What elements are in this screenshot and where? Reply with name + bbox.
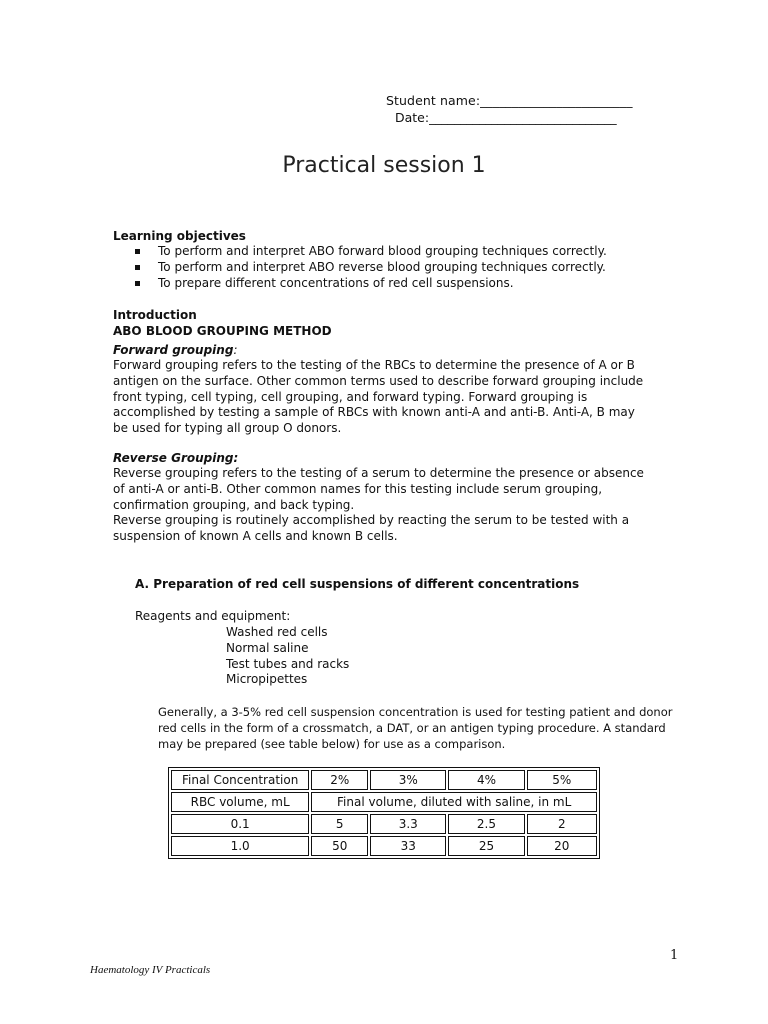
learning-objectives-heading: Learning objectives: [113, 229, 246, 243]
general-paragraph: Generally, a 3-5% red cell suspension concentration is used for testing patient and donor red cells in the form of a crossmatch, a DAT, or an antigen typing procedure. A standard may be prepared (see table below) for use as a comparison.: [158, 705, 673, 751]
table-cell: 25: [448, 836, 524, 856]
table-cell: Final volume, diluted with saline, in mL: [311, 792, 597, 812]
table-cell: 2: [527, 814, 597, 834]
forward-grouping-text: Forward grouping refers to the testing of the RBCs to determine the presence of A or B antigen on the surface. Other common terms used to describe forward grouping include front typing, cell typing, cell grouping, and forward typing. Forward grouping is accomplished by testing a sample of RBCs with known anti-A and anti-B. Anti-A, B may be used for typing all group O donors.: [113, 358, 644, 436]
table-cell: Final Concentration: [171, 770, 309, 790]
table-cell: 2%: [311, 770, 368, 790]
reagent-item: Micropipettes: [226, 672, 308, 687]
student-name-line: Student name:________________________: [386, 93, 633, 108]
square-bullet-icon: [135, 265, 140, 270]
reagents-list: [226, 625, 349, 688]
table-cell: 3.3: [370, 814, 446, 834]
forward-grouping-heading: Forward grouping: [113, 343, 234, 357]
reverse-grouping-text: Reverse grouping refers to the testing of a serum to determine the presence or absence of anti-A or anti-B. Other common names for this testing include serum grouping, confirmation grouping, and back typing.: [113, 466, 644, 512]
footer-course-title: Haematology IV Practicals: [90, 964, 211, 976]
reagents-label: Reagents and equipment:: [135, 609, 291, 623]
objectives-list: [113, 244, 607, 291]
table-cell: 0.1: [171, 814, 309, 834]
table-row: [171, 814, 597, 834]
table-cell: 50: [311, 836, 368, 856]
page-title: Practical session 1: [282, 153, 486, 178]
section-a-heading: A. Preparation of red cell suspensions of different concentrations: [135, 577, 580, 591]
reverse-grouping-section: [113, 450, 653, 545]
square-bullet-icon: [135, 249, 140, 254]
objective-item: To perform and interpret ABO reverse blood grouping techniques correctly.: [113, 260, 607, 276]
table-subheader-row: [171, 792, 597, 812]
table-cell: 5%: [527, 770, 597, 790]
table-header-row: [171, 770, 597, 790]
table-cell: RBC volume, mL: [171, 792, 309, 812]
table-cell: 20: [527, 836, 597, 856]
objective-item: To perform and interpret ABO forward blood grouping techniques correctly.: [113, 244, 607, 260]
forward-grouping-heading-line: Forward grouping:: [113, 343, 238, 357]
date-line: Date:______________________________: [395, 110, 617, 125]
reverse-grouping-text-2: Reverse grouping is routinely accomplished by reacting the serum to be tested with a suspension of known A cells and known B cells.: [113, 513, 630, 544]
reagent-item: Washed red cells: [226, 625, 328, 639]
table-cell: 3%: [370, 770, 446, 790]
table-cell: 2.5: [448, 814, 524, 834]
method-heading: ABO BLOOD GROUPING METHOD: [113, 324, 332, 338]
reagent-item: Test tubes and racks: [226, 656, 350, 671]
page-number: 1: [670, 948, 679, 963]
table-cell: 1.0: [171, 836, 309, 856]
table-cell: 5: [311, 814, 368, 834]
reagent-item: Normal saline: [226, 640, 309, 655]
table-cell: 4%: [448, 770, 524, 790]
square-bullet-icon: [135, 281, 140, 286]
concentration-table: [168, 767, 600, 859]
introduction-heading: Introduction: [113, 308, 197, 322]
table-row: [171, 836, 597, 856]
reverse-grouping-heading: Reverse Grouping:: [113, 451, 239, 465]
objective-item: To prepare different concentrations of red cell suspensions.: [113, 276, 607, 292]
table-cell: 33: [370, 836, 446, 856]
introduction-section: [113, 307, 653, 437]
